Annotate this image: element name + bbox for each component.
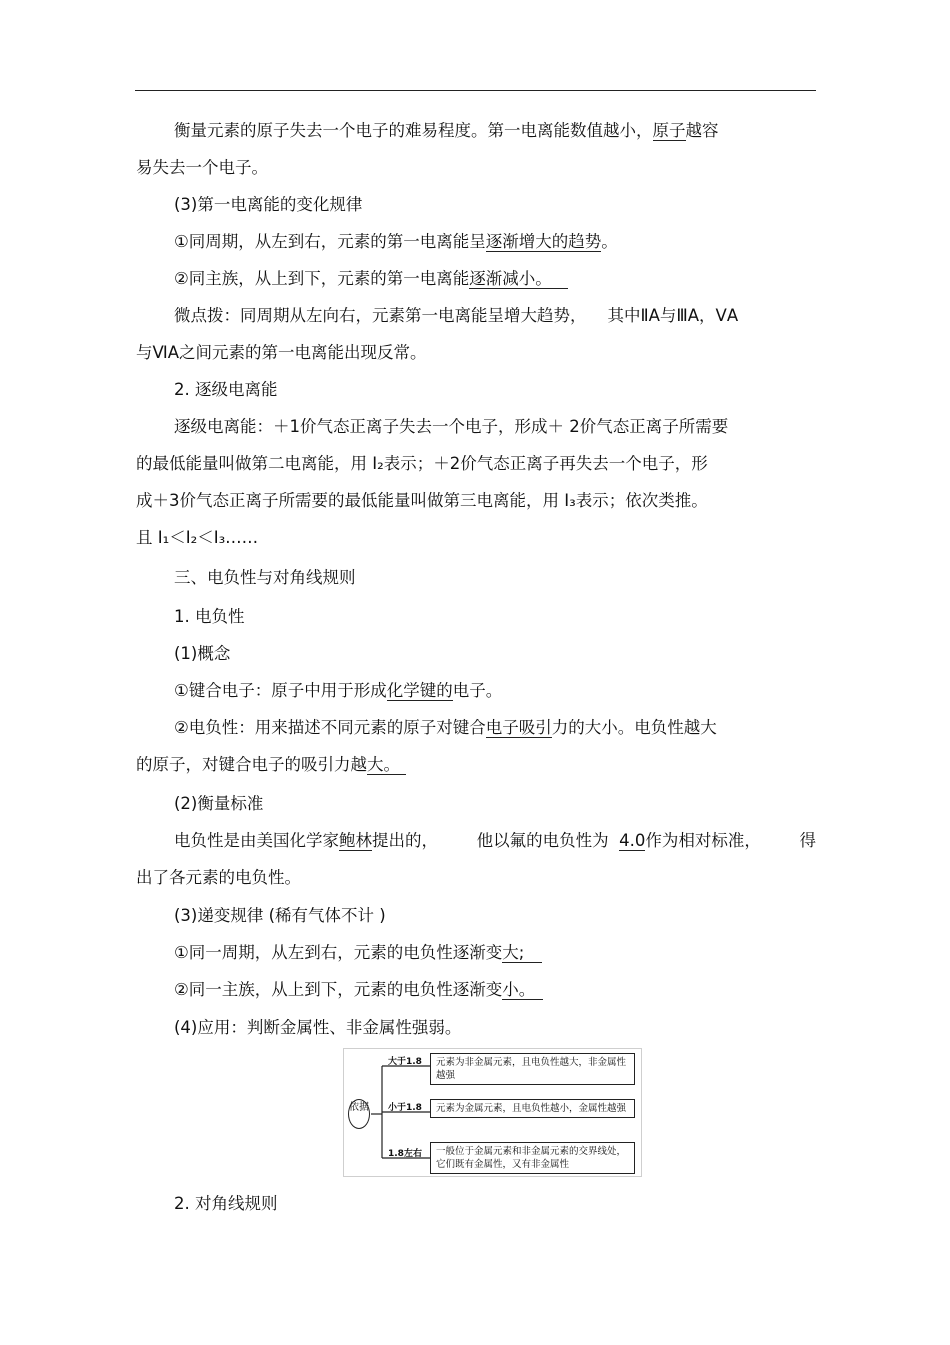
section-heading: 三、电负性与对角线规则 — [174, 568, 356, 587]
root-node: 依据 — [348, 1099, 370, 1129]
text-line: 的原子，对键合电子的吸引力越大。 — [136, 754, 406, 776]
text-line: ①键合电子：原子中用于形成化学键的电子。 — [174, 681, 503, 700]
text-line: 微点拨：同周期从左向右，元素第一电离能呈增大趋势， 其中ⅡA与ⅢA，ⅤA — [174, 306, 739, 325]
condition-label: 1.8左右 — [388, 1149, 422, 1159]
text-line: 出了各元素的电负性。 — [136, 868, 301, 887]
blank-answer: 逐渐减小。 — [469, 269, 568, 289]
text-line: 逐级电离能：＋1价气态正离子失去一个电子，形成＋ 2价气态正离子所需要 — [174, 417, 729, 436]
text-line: ①同周期，从左到右，元素的第一电离能呈逐渐增大的趋势。 — [174, 232, 618, 251]
text-line: 易失去一个电子。 — [136, 158, 268, 177]
branch-box: 一般位于金属元素和非金属元素的交界线处，它们既有金属性，又有非金属性 — [430, 1142, 635, 1174]
branch-box: 元素为金属元素，且电负性越小，金属性越强 — [430, 1099, 635, 1118]
text-line: 且 I₁＜I₂＜I₃…… — [136, 528, 259, 547]
text-line: ②同主族，从上到下，元素的第一电离能逐渐减小。 — [174, 268, 568, 290]
blank-answer: 电子吸引 — [485, 718, 552, 737]
branch-box: 元素为非金属元素，且电负性越大，非金属性越强 — [430, 1053, 635, 1085]
blank-answer: 4.0 — [619, 831, 646, 850]
subheading: (4)应用：判断金属性、非金属性强弱。 — [174, 1018, 462, 1037]
text-line: ①同一周期，从左到右，元素的电负性逐渐变大; — [174, 942, 542, 964]
text-line: 电负性是由美国化学家鲍林提出的， 他以氟的电负性为 4.0作为相对标准， 得 — [174, 831, 816, 850]
subheading: (1)概念 — [174, 644, 231, 663]
electronegativity-application-diagram — [343, 1048, 642, 1177]
blank-answer: 大。 — [367, 755, 406, 775]
section-heading: 2. 逐级电离能 — [174, 380, 278, 399]
blank-answer: 原子 — [652, 121, 686, 140]
condition-label: 大于1.8 — [388, 1057, 422, 1067]
text-line: 与ⅥA之间元素的第一电离能出现反常。 — [136, 343, 427, 362]
subheading: (3)第一电离能的变化规律 — [174, 195, 363, 214]
text-line: 衡量元素的原子失去一个电子的难易程度。第一电离能数值越小，原子越容 — [174, 121, 719, 140]
blank-answer: 小。 — [502, 980, 543, 1000]
subheading: (2)衡量标准 — [174, 794, 264, 813]
blank-answer: 逐渐增大的趋势 — [485, 232, 602, 251]
header-rule — [135, 90, 816, 91]
text-line: 的最低能量叫做第二电离能，用 I₂表示；＋2价气态正离子再失去一个电子，形 — [136, 454, 708, 473]
blank-answer: 大; — [502, 943, 542, 963]
subheading: (3)递变规律 (稀有气体不计 ) — [174, 906, 386, 925]
text-line: ②电负性：用来描述不同元素的原子对键合电子吸引力的大小。电负性越大 — [174, 718, 717, 737]
text-line: 成＋3价气态正离子所需要的最低能量叫做第三电离能，用 I₃表示；依次类推。 — [136, 491, 708, 510]
text-line: ②同一主族，从上到下，元素的电负性逐渐变小。 — [174, 979, 543, 1001]
section-heading: 1. 电负性 — [174, 607, 245, 626]
blank-answer: 化学键的 — [386, 681, 453, 700]
condition-label: 小于1.8 — [388, 1103, 422, 1113]
blank-answer: 鲍林 — [339, 831, 372, 850]
section-heading: 2. 对角线规则 — [174, 1194, 278, 1213]
